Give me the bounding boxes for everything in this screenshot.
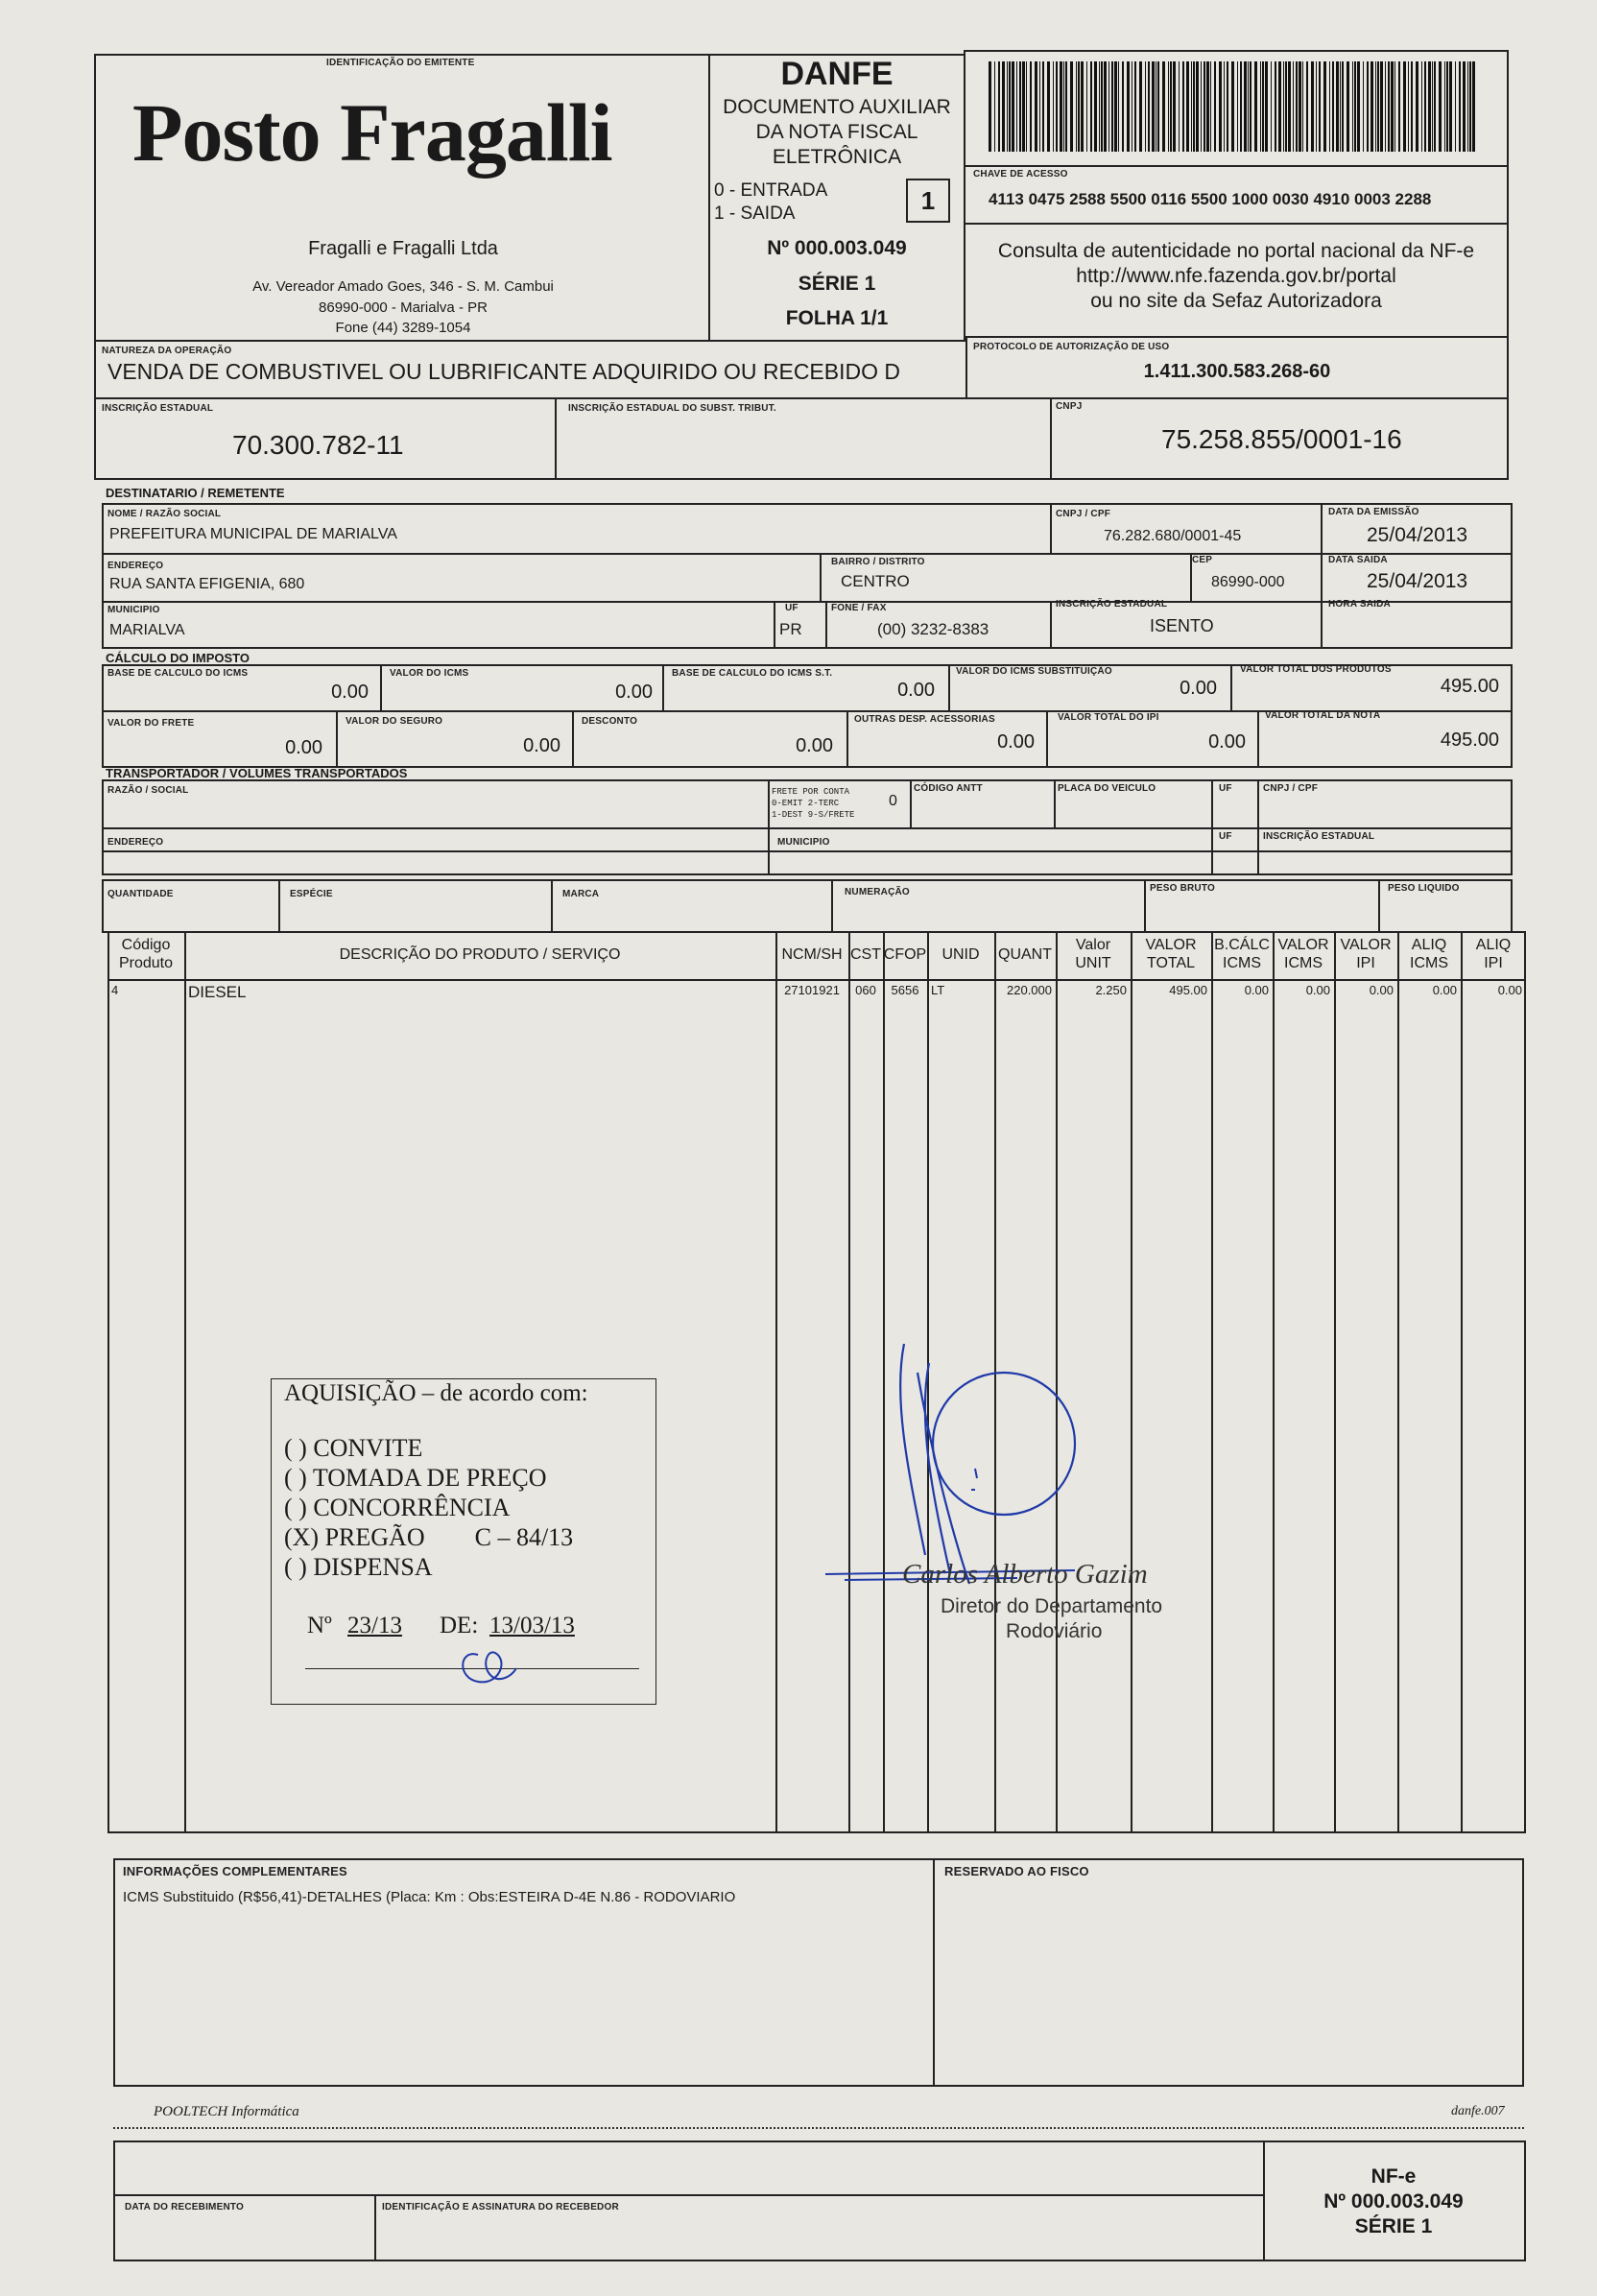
column-header: VALOR IPI xyxy=(1340,937,1392,971)
base-icms: 0.00 xyxy=(331,682,369,703)
stamp-numero-prefix: Nº xyxy=(307,1613,332,1638)
danfe-serie: SÉRIE 1 xyxy=(798,273,876,295)
canhoto-serie: SÉRIE 1 xyxy=(1354,2215,1433,2237)
transp-endereco-label: ENDEREÇO xyxy=(107,837,164,848)
canhoto-nfe: NF-e xyxy=(1371,2165,1417,2188)
peso-liquido-label: PESO LIQUIDO xyxy=(1388,883,1460,894)
dest-hora-label: HORA SAIDA xyxy=(1328,599,1391,610)
dest-saida: 25/04/2013 xyxy=(1367,570,1468,592)
chave-consulta-2: http://www.nfe.fazenda.gov.br/portal xyxy=(1076,265,1396,287)
marca-label: MARCA xyxy=(562,889,600,899)
frete: 0.00 xyxy=(285,737,322,758)
info-label: INFORMAÇÕES COMPLEMENTARES xyxy=(123,1864,347,1878)
reservado-fisco-box xyxy=(933,1858,1524,2087)
emitente-label: IDENTIFICAÇÃO DO EMITENTE xyxy=(326,58,475,68)
column-header: DESCRIÇÃO DO PRODUTO / SERVIÇO xyxy=(339,946,621,963)
danfe-saida: 1 - SAIDA xyxy=(714,203,796,224)
product-cell: 0.00 xyxy=(1305,983,1330,997)
product-cell: 2.250 xyxy=(1095,983,1127,997)
transp-uf-label: UF xyxy=(1219,783,1232,794)
destinatario-box xyxy=(102,503,1513,649)
canhoto-numero: Nº 000.003.049 xyxy=(1323,2190,1464,2212)
quantidade-label: QUANTIDADE xyxy=(107,889,174,899)
chave-value: 4113 0475 2588 5500 0116 5500 1000 0030 4910 0003 2288 xyxy=(989,190,1432,208)
desconto-label: DESCONTO xyxy=(582,716,638,727)
column-divider xyxy=(184,931,186,1833)
dest-cep-label: CEP xyxy=(1192,555,1213,565)
dest-nome-label: NOME / RAZÃO SOCIAL xyxy=(107,509,222,519)
natureza-value: VENDA DE COMBUSTIVEL OU LUBRIFICANTE ADQUIRIDO OU RECEBIDO D xyxy=(107,359,901,384)
column-header: UNID xyxy=(942,946,980,963)
stamp-item: ( ) CONCORRÊNCIA xyxy=(284,1494,511,1521)
column-header: NCM/SH xyxy=(781,946,843,963)
volumes-box xyxy=(102,879,1513,933)
ie-label: INSCRIÇÃO ESTADUAL xyxy=(102,403,214,414)
valor-st-label: VALOR DO ICMS SUBSTITUIÇÃO xyxy=(956,666,1112,677)
danfe-version: danfe.007 xyxy=(1451,2104,1505,2118)
ie-st-label: INSCRIÇÃO ESTADUAL DO SUBST. TRIBUT. xyxy=(568,403,776,414)
total-produtos-label: VALOR TOTAL DOS PRODUTOS xyxy=(1240,664,1392,675)
column-header: CST xyxy=(850,946,881,963)
dest-cnpj: 76.282.680/0001-45 xyxy=(1104,528,1242,544)
transp-ie-label: INSCRIÇÃO ESTADUAL xyxy=(1263,831,1375,842)
total-nota: 495.00 xyxy=(1440,729,1499,751)
stamp-item: (X) PREGÃO C – 84/13 xyxy=(284,1523,574,1551)
product-cell: LT xyxy=(931,983,945,997)
barcode xyxy=(989,61,1480,152)
canhoto-assinatura-label: IDENTIFICAÇÃO E ASSINATURA DO RECEBEDOR xyxy=(382,2202,619,2212)
chave-consulta-3: ou no site da Sefaz Autorizadora xyxy=(1090,290,1382,312)
column-header: VALOR ICMS xyxy=(1277,937,1329,971)
stamp-data: 13/03/13 xyxy=(489,1613,575,1638)
placa-label: PLACA DO VEICULO xyxy=(1058,783,1156,794)
signature-scribble-icon xyxy=(825,1344,1094,1593)
column-header: CFOP xyxy=(883,946,927,963)
product-cell: 0.00 xyxy=(1244,983,1269,997)
danfe-subtitle-1: DOCUMENTO AUXILIAR xyxy=(723,96,951,118)
danfe-numero: Nº 000.003.049 xyxy=(767,237,907,259)
emitente-cep: 86990-000 - Marialva - PR xyxy=(319,299,488,316)
canhoto-data-label: DATA DO RECEBIMENTO xyxy=(125,2202,244,2212)
cnpj-emitente-label: CNPJ xyxy=(1056,401,1083,412)
product-cell: 220.000 xyxy=(1007,983,1052,997)
dest-endereco: RUA SANTA EFIGENIA, 680 xyxy=(109,576,305,592)
stamp-numero: 23/13 xyxy=(347,1613,402,1638)
outras: 0.00 xyxy=(997,731,1035,753)
danfe-entrada: 0 - ENTRADA xyxy=(714,180,828,201)
dest-municipio: MARIALVA xyxy=(109,622,185,638)
ipi-label: VALOR TOTAL DO IPI xyxy=(1058,712,1159,723)
dest-cep: 86990-000 xyxy=(1211,574,1285,590)
valor-icms-label: VALOR DO ICMS xyxy=(390,668,469,679)
antt-label: CÓDIGO ANTT xyxy=(914,783,983,794)
column-divider xyxy=(1273,931,1275,1833)
dest-bairro: CENTRO xyxy=(841,572,910,590)
seguro-label: VALOR DO SEGURO xyxy=(346,716,443,727)
column-divider xyxy=(1211,931,1213,1833)
column-header: ALIQ IPI xyxy=(1475,937,1512,971)
dest-uf: PR xyxy=(779,620,802,638)
dest-endereco-label: ENDEREÇO xyxy=(107,561,164,571)
frete-conta-2: 0-EMIT 2-TERC xyxy=(772,799,840,808)
dest-fone: (00) 3232-8383 xyxy=(877,620,989,638)
especie-label: ESPÉCIE xyxy=(290,889,333,899)
transp-uf2-label: UF xyxy=(1219,831,1232,842)
numeracao-label: NUMERAÇÃO xyxy=(845,887,910,897)
dest-municipio-label: MUNICIPIO xyxy=(107,605,160,615)
danfe-title: DANFE xyxy=(780,56,894,92)
peso-bruto-label: PESO BRUTO xyxy=(1150,883,1215,894)
outras-label: OUTRAS DESP. ACESSORIAS xyxy=(854,714,995,725)
base-st: 0.00 xyxy=(897,680,935,701)
frete-conta-value: 0 xyxy=(889,793,897,809)
column-header: VALOR TOTAL xyxy=(1145,937,1197,971)
software-credit: POOLTECH Informática xyxy=(154,2104,299,2119)
transp-cnpj-label: CNPJ / CPF xyxy=(1263,783,1319,794)
ipi: 0.00 xyxy=(1208,731,1246,753)
transp-municipio-label: MUNICIPIO xyxy=(777,837,830,848)
protocolo-value: 1.411.300.583.268-60 xyxy=(1143,361,1331,382)
frete-conta-3: 1-DEST 9-S/FRETE xyxy=(772,810,855,820)
product-cell: 4 xyxy=(111,983,119,997)
seguro: 0.00 xyxy=(523,735,560,756)
danfe-subtitle-2: DA NOTA FISCAL xyxy=(755,121,918,143)
column-divider xyxy=(1334,931,1336,1833)
product-cell: 0.00 xyxy=(1432,983,1457,997)
product-cell: 0.00 xyxy=(1369,983,1394,997)
signature-role-2: Rodoviário xyxy=(1006,1620,1103,1642)
stamp-de-prefix: DE: xyxy=(440,1613,479,1638)
emitente-fone: Fone (44) 3289-1054 xyxy=(335,320,471,336)
total-nota-label: VALOR TOTAL DA NOTA xyxy=(1265,710,1381,721)
dest-emissao-label: DATA DA EMISSÃO xyxy=(1328,507,1419,517)
frete-label: VALOR DO FRETE xyxy=(107,718,195,729)
chave-label: CHAVE DE ACESSO xyxy=(973,169,1068,179)
imposto-section: CÁLCULO DO IMPOSTO xyxy=(106,651,250,665)
fisco-label: RESERVADO AO FISCO xyxy=(944,1864,1089,1878)
emitente-logo: Posto Fragalli xyxy=(132,86,612,179)
column-header: Valor UNIT xyxy=(1075,937,1111,971)
dest-nome: PREFEITURA MUNICIPAL DE MARIALVA xyxy=(109,526,397,542)
emitente-razao-social: Fragalli e Fragalli Ltda xyxy=(308,238,498,259)
dest-ie: ISENTO xyxy=(1150,616,1214,635)
product-cell: DIESEL xyxy=(188,983,247,1001)
destinatario-section: DESTINATARIO / REMETENTE xyxy=(106,486,285,500)
frete-conta-1: FRETE POR CONTA xyxy=(772,787,850,797)
dest-emissao: 25/04/2013 xyxy=(1367,524,1468,546)
info-text: ICMS Substituido (R$56,41)-DETALHES (Placa: Km : Obs:ESTEIRA D-4E N.86 - RODOVIARIO xyxy=(123,1889,736,1905)
column-header: Código Produto xyxy=(118,937,174,971)
product-cell: 495.00 xyxy=(1169,983,1207,997)
column-header: QUANT xyxy=(998,946,1052,963)
product-cell: 27101921 xyxy=(784,983,840,997)
column-header: ALIQ ICMS xyxy=(1410,937,1448,971)
dest-saida-label: DATA SAIDA xyxy=(1328,555,1388,565)
column-divider xyxy=(1461,931,1463,1833)
emitente-endereco: Av. Vereador Amado Goes, 346 - S. M. Cambui xyxy=(252,278,554,295)
base-icms-label: BASE DE CALCULO DO ICMS xyxy=(107,668,249,679)
column-divider xyxy=(1397,931,1399,1833)
danfe-tipo-box: 1 xyxy=(906,179,950,223)
cut-line xyxy=(113,2127,1524,2129)
cnpj-emitente-value: 75.258.855/0001-16 xyxy=(1161,424,1402,454)
chave-consulta-1: Consulta de autenticidade no portal nacional da NF-e xyxy=(997,240,1475,262)
signature-name: Carlos Alberto Gazim xyxy=(902,1559,1148,1590)
dest-uf-label: UF xyxy=(785,603,798,613)
stamp-title: AQUISIÇÃO – de acordo com: xyxy=(284,1380,588,1406)
base-st-label: BASE DE CALCULO DO ICMS S.T. xyxy=(672,668,833,679)
product-cell: 0.00 xyxy=(1497,983,1522,997)
dest-cnpj-label: CNPJ / CPF xyxy=(1056,509,1111,519)
desconto: 0.00 xyxy=(796,735,833,756)
product-cell: 5656 xyxy=(891,983,919,997)
dest-bairro-label: BAIRRO / DISTRITO xyxy=(831,557,925,567)
column-header: B.CÁLC ICMS xyxy=(1214,937,1270,971)
total-produtos: 495.00 xyxy=(1440,676,1499,697)
natureza-label: NATUREZA DA OPERAÇÃO xyxy=(102,346,232,356)
transportador-section: TRANSPORTADOR / VOLUMES TRANSPORTADOS xyxy=(106,766,408,780)
stamp-item: ( ) TOMADA DE PREÇO xyxy=(284,1464,547,1492)
signature-role-1: Diretor do Departamento xyxy=(941,1595,1163,1617)
stamp-item: ( ) CONVITE xyxy=(284,1434,423,1462)
transp-razao-label: RAZÃO / SOCIAL xyxy=(107,785,189,796)
danfe-subtitle-3: ELETRÔNICA xyxy=(772,146,902,168)
valor-st: 0.00 xyxy=(1180,678,1217,699)
stamp-item: ( ) DISPENSA xyxy=(284,1553,433,1581)
column-divider xyxy=(775,931,777,1833)
protocolo-label: PROTOCOLO DE AUTORIZAÇÃO DE USO xyxy=(973,342,1170,352)
dest-ie-label: INSCRIÇÃO ESTADUAL xyxy=(1056,599,1168,610)
product-cell: 060 xyxy=(855,983,876,997)
valor-icms: 0.00 xyxy=(615,682,653,703)
rubric-signature-icon xyxy=(449,1626,530,1687)
column-divider xyxy=(1131,931,1132,1833)
ie-value: 70.300.782-11 xyxy=(232,430,404,460)
dest-fone-label: FONE / FAX xyxy=(831,603,887,613)
danfe-folha: FOLHA 1/1 xyxy=(785,307,889,329)
